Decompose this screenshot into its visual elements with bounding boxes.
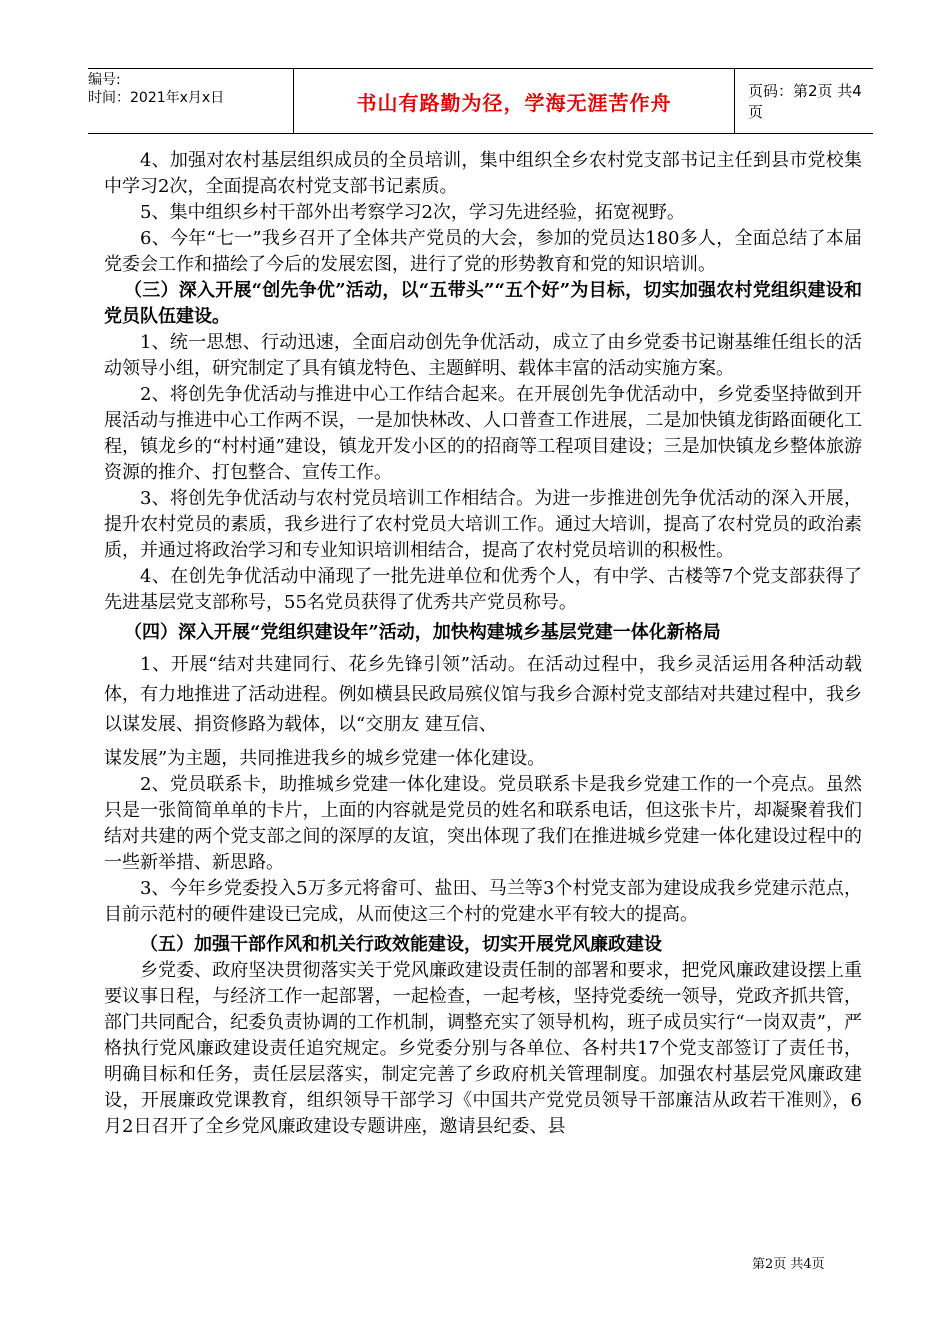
document-time-label: 时间：2021年x月x日	[88, 90, 225, 106]
paragraph: 6、今年“七一”我乡召开了全体共产党员的大会，参加的党员达180多人，全面总结了本届党委会工作和描绘了今后的发展宏图，进行了党的形势教育和党的知识培训。	[104, 228, 862, 275]
section-heading-4: （四）深入开展“党组织建设年”活动，加快构建城乡基层党建一体化新格局	[124, 622, 721, 643]
paragraph-continuation: 谋发展”为主题，共同推进我乡的城乡党建一体化建设。	[104, 748, 546, 769]
header-meta	[88, 71, 288, 107]
document-number-label: 编号:	[88, 72, 121, 88]
paragraph: 1、统一思想、行动迅速，全面启动创先争优活动，成立了由乡党委书记谢基维任组长的活动领导小组，研究制定了具有镇龙特色、主题鲜明、载体丰富的活动实施方案。	[104, 332, 862, 379]
paragraph: 4、加强对农村基层组织成员的全员培训，集中组织全乡农村党支部书记主任到县市党校集中学习2次，全面提高农村党支部书记素质。	[104, 150, 862, 197]
section-heading-5: （五）加强干部作风和机关行政效能建设，切实开展党风廉政建设	[140, 934, 662, 955]
paragraph: 5、集中组织乡村干部外出考察学习2次，学习先进经验，拓宽视野。	[140, 202, 685, 223]
paragraph: 3、今年乡党委投入5万多元将畲可、盐田、马兰等3个村党支部为建设成我乡党建示范点，目前示范村的硬件建设已完成，从而使这三个村的党建水平有较大的提高。	[104, 878, 862, 925]
paragraph: 1、开展“结对共建同行、花乡先锋引领”活动。在活动过程中，我乡灵活运用各种活动载体，有力地推进了活动进程。例如横县民政局殡仪馆与我乡合源村党支部结对共建过程中，我乡以谋发展、捐资修路为载体，以“交朋友 建互信、	[104, 654, 862, 735]
header-motto: 书山有路勤为径，学海无涯苦作舟	[356, 90, 672, 115]
paragraph: 2、党员联系卡，助推城乡党建一体化建设。党员联系卡是我乡党建工作的一个亮点。虽然只是一张简简单单的卡片，上面的内容就是党员的姓名和联系电话，但这张卡片，却凝聚着我们结对共建的两个党支部之间的深厚的友谊，突出体现了我们在推进城乡党建一体化建设过程中的一些新举措、新思路。	[104, 774, 862, 873]
page-header	[88, 68, 873, 134]
header-motto-box	[293, 69, 735, 133]
section-heading-3: （三）深入开展“创先争优”活动，以“五带头”“五个好”为目标，切实加强农村党组织建设和党员队伍建设。	[104, 280, 862, 327]
header-page-info: 页码：第2页 共4页	[748, 82, 862, 121]
document-body	[104, 148, 862, 1140]
paragraph: 4、在创先争优活动中涌现了一批先进单位和优秀个人，有中学、古楼等7个党支部获得了先进基层党支部称号，55名党员获得了优秀共产党员称号。	[104, 566, 862, 613]
paragraph: 2、将创先争优活动与推进中心工作结合起来。在开展创先争优活动中，乡党委坚持做到开展活动与推进中心工作两不误，一是加快林改、人口普查工作进展，二是加快镇龙街路面硬化工程，镇龙乡的“村村通”建设，镇龙开发小区的的招商等工程项目建设；三是加快镇龙乡整体旅游资源的推介、打包整合、宣传工作。	[104, 384, 862, 483]
paragraph: 3、将创先争优活动与农村党员培训工作相结合。为进一步推进创先争优活动的深入开展，提升农村党员的素质，我乡进行了农村党员大培训工作。通过大培训，提高了农村党员的政治素质，并通过将政治学习和专业知识培训相结合，提高了农村党员培训的积极性。	[104, 488, 862, 561]
paragraph: 乡党委、政府坚决贯彻落实关于党风廉政建设责任制的部署和要求，把党风廉政建设摆上重要议事日程，与经济工作一起部署，一起检查，一起考核，坚持党委统一领导，党政齐抓共管，部门共同配合，纪委负责协调的工作机制，调整充实了领导机构，班子成员实行“一岗双责”，严格执行党风廉政建设责任追究规定。乡党委分别与各单位、各村共17个党支部签订了责任书，明确目标和任务，责任层层落实，制定完善了乡政府机关管理制度。加强农村基层党风廉政建设，开展廉政党课教育，组织领导干部学习《中国共产党党员领导干部廉洁从政若干准则》，6月2日召开了全乡党风廉政建设专题讲座，邀请县纪委、县	[104, 960, 862, 1137]
page-footer: 第2页 共4页	[752, 1257, 825, 1272]
